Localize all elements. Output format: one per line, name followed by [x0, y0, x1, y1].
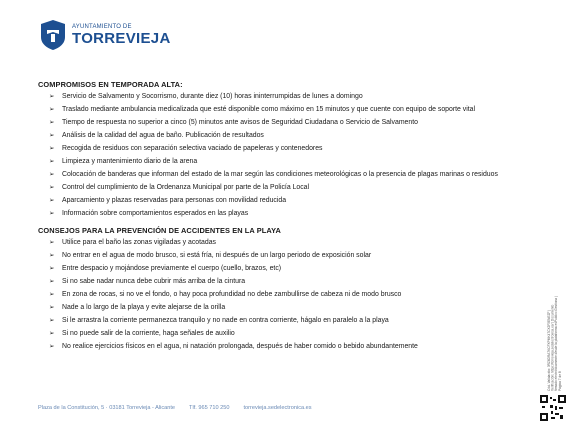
commitment-item	[38, 171, 538, 179]
section-title-commitments: COMPROMISOS EN TEMPORADA ALTA:	[38, 80, 183, 89]
advice-item	[38, 265, 538, 273]
logo-title: TORREVIEJA	[72, 30, 171, 47]
advice-item-text: En zona de rocas, si no ve el fondo, o hay poca profundidad no debe zambullirse de cabeza ni de modo brusco	[62, 291, 402, 299]
advice-item	[38, 343, 538, 351]
commitment-item	[38, 145, 538, 153]
advice-list	[38, 239, 538, 351]
arrow-bullet-icon: ➢	[49, 197, 55, 204]
arrow-bullet-icon: ➢	[49, 343, 55, 351]
commitment-item-text: Información sobre comportamientos esperados en las playas	[62, 210, 249, 217]
advice-item-text: Si no puede salir de la corriente, haga señales de auxilio	[62, 330, 235, 338]
commitment-item-text: Recogida de residuos con separación selectiva vaciado de papeleras y contenedores	[62, 145, 323, 152]
commitments-list	[38, 93, 538, 218]
commitment-item	[38, 158, 538, 166]
advice-item	[38, 330, 538, 338]
commitment-item	[38, 184, 538, 192]
city-crest-icon	[38, 20, 68, 50]
advice-item-text: No realice ejercicios físicos en el agua, ni natación prolongada, después de haber comido o bebido abundantemente	[62, 343, 418, 351]
commitment-item	[38, 93, 538, 101]
qr-code-icon	[540, 395, 566, 421]
advice-item	[38, 291, 538, 299]
commitment-item-text: Análisis de la calidad del agua de baño. Publicación de resultados	[62, 132, 264, 139]
advice-item	[38, 317, 538, 325]
arrow-bullet-icon: ➢	[49, 304, 55, 312]
arrow-bullet-icon: ➢	[49, 278, 55, 286]
arrow-bullet-icon: ➢	[49, 210, 55, 217]
commitment-item	[38, 119, 538, 127]
arrow-bullet-icon: ➢	[49, 106, 55, 113]
commitment-item-text: Traslado mediante ambulancia medicalizada que esté disponible como máximo en 15 minutos y que cuente con equipo de soporte vital	[62, 106, 476, 113]
commitment-item-text: Colocación de banderas que informan del estado de la mar según las condiciones meteorológicas o la presencia de plagas marinas o residuos	[62, 171, 498, 178]
advice-item	[38, 304, 538, 312]
commitment-item-text: Control del cumplimiento de la Ordenanza Municipal por parte de la Policía Local	[62, 184, 310, 191]
commitment-item	[38, 106, 538, 114]
advice-item-text: Utilice para el baño las zonas vigiladas y acotadas	[62, 239, 216, 247]
advice-item-text: Nade a lo largo de la playa y evite alejarse de la orilla	[62, 304, 226, 312]
advice-item-text: No entrar en el agua de modo brusco, si está fría, ni después de un largo periodo de exposición solar	[62, 252, 372, 260]
validation-side-text: Cód. Validación: 3RZ6DRA7KCFXPMK47CX2F5ENEZF | Verificación: https://torrevieja.sedelectronica.es/ | Documento firmado electrónicamente desde la plataforma esPublico Gestiona | Página 7 de 8	[547, 296, 562, 391]
arrow-bullet-icon: ➢	[49, 132, 55, 139]
footer-phone: Tlf. 965 710 250	[189, 405, 230, 411]
arrow-bullet-icon: ➢	[49, 252, 55, 260]
commitment-item	[38, 197, 538, 205]
commitment-item-text: Tiempo de respuesta no superior a cinco (5) minutos ante avisos de Seguridad Ciudadana o Servicio de Salvamento	[62, 119, 418, 126]
logo	[38, 18, 171, 52]
arrow-bullet-icon: ➢	[49, 239, 55, 247]
advice-item	[38, 252, 538, 260]
arrow-bullet-icon: ➢	[49, 171, 55, 178]
arrow-bullet-icon: ➢	[49, 317, 55, 325]
commitment-item-text: Limpieza y mantenimiento diario de la arena	[62, 158, 198, 165]
arrow-bullet-icon: ➢	[49, 119, 55, 126]
advice-item-text: Entre despacio y mojándose previamente el cuerpo (cuello, brazos, etc)	[62, 265, 282, 273]
document-body	[38, 80, 538, 356]
arrow-bullet-icon: ➢	[49, 265, 55, 273]
arrow-bullet-icon: ➢	[49, 291, 55, 299]
section-title-advice: CONSEJOS PARA LA PREVENCIÓN DE ACCIDENTES EN LA PLAYA	[38, 226, 281, 236]
advice-item-text: Si le arrastra la corriente permanezca tranquilo y no nade en contra corriente, hágalo en paralelo a la playa	[62, 317, 389, 325]
advice-item-text: Si no sabe nadar nunca debe cubrir más arriba de la cintura	[62, 278, 246, 286]
arrow-bullet-icon: ➢	[49, 93, 55, 100]
arrow-bullet-icon: ➢	[49, 330, 55, 338]
commitment-item	[38, 210, 538, 218]
commitment-item-text: Aparcamiento y plazas reservadas para personas con movilidad reducida	[62, 197, 287, 204]
footer	[38, 405, 326, 411]
footer-web[interactable]: torrevieja.sedelectronica.es	[243, 405, 312, 411]
advice-item	[38, 239, 538, 247]
footer-address: Plaza de la Constitución, 5 · 03181 Torrevieja - Alicante	[38, 405, 176, 411]
arrow-bullet-icon: ➢	[49, 145, 55, 152]
logo-subtitle: AYUNTAMIENTO DE	[72, 24, 132, 30]
advice-item	[38, 278, 538, 286]
commitment-item	[38, 132, 538, 140]
arrow-bullet-icon: ➢	[49, 158, 55, 165]
arrow-bullet-icon: ➢	[49, 184, 55, 191]
commitment-item-text: Servicio de Salvamento y Socorrismo, durante diez (10) horas ininterrumpidas de lunes a domingo	[62, 93, 363, 100]
